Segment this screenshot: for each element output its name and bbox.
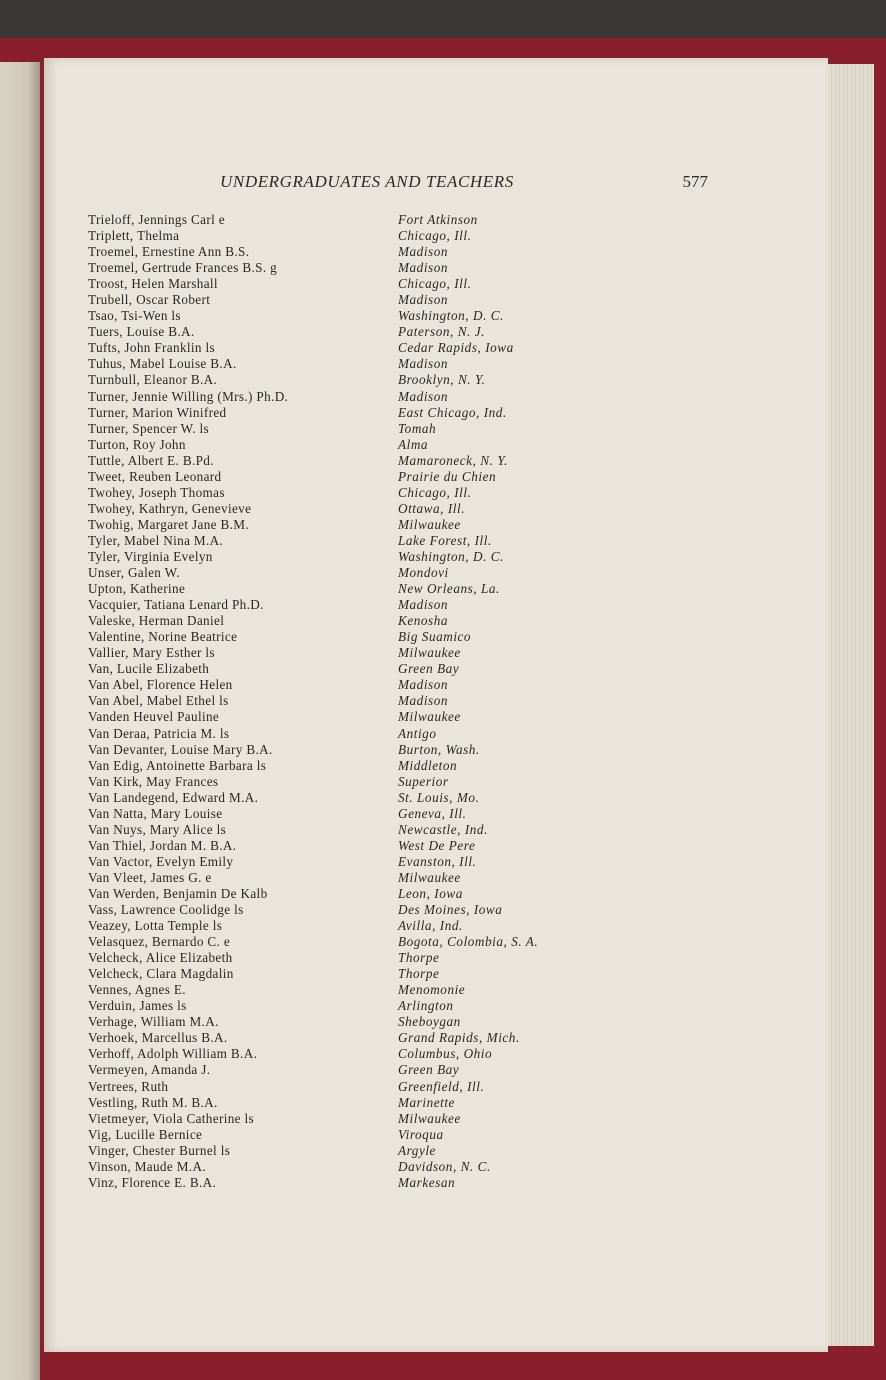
entry-place: Milwaukee xyxy=(398,709,461,725)
directory-entry xyxy=(88,1143,608,1159)
directory-entry xyxy=(88,340,608,356)
entry-place: Tomah xyxy=(398,420,437,436)
entry-name: Van, Lucile Elizabeth xyxy=(88,661,210,677)
directory-entry xyxy=(88,1079,608,1095)
entry-name: Turner, Jennie Willing (Mrs.) Ph.D. xyxy=(88,388,289,404)
entry-name: Velasquez, Bernardo C. e xyxy=(88,934,231,950)
entry-place: Des Moines, Iowa xyxy=(398,902,503,918)
entry-name: Unser, Galen W. xyxy=(88,565,180,581)
entry-place: Ottawa, Ill. xyxy=(398,500,466,516)
entry-place: Mamaroneck, N. Y. xyxy=(398,452,508,468)
directory-entry xyxy=(88,870,608,886)
entry-name: Tweet, Reuben Leonard xyxy=(88,468,222,484)
entry-place: Middleton xyxy=(398,757,458,773)
directory-entry xyxy=(88,549,608,565)
entry-name: Valeske, Herman Daniel xyxy=(88,613,225,629)
directory-entry xyxy=(88,758,608,774)
entry-name: Troemel, Gertrude Frances B.S. g xyxy=(88,260,278,276)
entry-name: Vermeyen, Amanda J. xyxy=(88,1062,211,1078)
entry-place: West De Pere xyxy=(398,837,476,853)
directory-entry xyxy=(88,661,608,677)
directory-entry xyxy=(88,613,608,629)
directory-entry xyxy=(88,597,608,613)
directory-entry xyxy=(88,501,608,517)
directory-entry xyxy=(88,324,608,340)
entry-place: Mondovi xyxy=(398,565,449,581)
directory-entry xyxy=(88,918,608,934)
directory-entry xyxy=(88,1175,608,1191)
entry-place: Sheboygan xyxy=(398,1014,461,1030)
running-title: UNDERGRADUATES AND TEACHERS xyxy=(220,172,514,191)
directory-list xyxy=(88,212,608,1191)
directory-entry xyxy=(88,1014,608,1030)
entry-name: Tuhus, Mabel Louise B.A. xyxy=(88,356,237,372)
entry-name: Van Werden, Benjamin De Kalb xyxy=(88,885,268,901)
directory-entry xyxy=(88,244,608,260)
directory-entry xyxy=(88,1127,608,1143)
entry-name: Van Kirk, May Frances xyxy=(88,773,219,789)
entry-name: Vietmeyer, Viola Catherine ls xyxy=(88,1110,254,1126)
directory-entry xyxy=(88,806,608,822)
entry-place: Marinette xyxy=(398,1094,455,1110)
entry-name: Van Abel, Florence Helen xyxy=(88,677,233,693)
entry-place: Green Bay xyxy=(398,661,460,677)
directory-entry xyxy=(88,469,608,485)
directory-entry xyxy=(88,389,608,405)
entry-name: Van Edig, Antoinette Barbara ls xyxy=(88,757,267,773)
entry-place: Cedar Rapids, Iowa xyxy=(398,340,514,356)
entry-place: Chicago, Ill. xyxy=(398,484,472,500)
entry-name: Tyler, Virginia Evelyn xyxy=(88,548,213,564)
entry-name: Tufts, John Franklin ls xyxy=(88,340,216,356)
entry-place: Kenosha xyxy=(398,613,449,629)
entry-place: Leon, Iowa xyxy=(398,885,463,901)
entry-name: Twohey, Kathryn, Genevieve xyxy=(88,500,252,516)
entry-place: Lake Forest, Ill. xyxy=(398,532,492,548)
entry-place: Arlington xyxy=(398,998,454,1014)
entry-name: Vanden Heuvel Pauline xyxy=(88,709,220,725)
directory-entry xyxy=(88,854,608,870)
entry-place: Madison xyxy=(398,244,449,260)
entry-place: Newcastle, Ind. xyxy=(398,821,488,837)
entry-place: Geneva, Ill. xyxy=(398,805,467,821)
entry-name: Vallier, Mary Esther ls xyxy=(88,645,215,661)
directory-entry xyxy=(88,982,608,998)
entry-place: Madison xyxy=(398,677,449,693)
directory-entry xyxy=(88,421,608,437)
entry-place: Madison xyxy=(398,388,449,404)
directory-entry xyxy=(88,437,608,453)
page-number: 577 xyxy=(682,172,708,191)
directory-entry xyxy=(88,228,608,244)
entry-place: Prairie du Chien xyxy=(398,468,497,484)
directory-entry xyxy=(88,774,608,790)
entry-name: Verduin, James ls xyxy=(88,998,187,1014)
directory-entry xyxy=(88,565,608,581)
entry-name: Vinson, Maude M.A. xyxy=(88,1158,206,1174)
entry-place: Grand Rapids, Mich. xyxy=(398,1030,520,1046)
entry-place: Antigo xyxy=(398,725,437,741)
directory-entry xyxy=(88,902,608,918)
entry-place: Milwaukee xyxy=(398,516,461,532)
facing-page-edge xyxy=(0,62,40,1380)
entry-place: Davidson, N. C. xyxy=(398,1158,491,1174)
entry-name: Van Abel, Mabel Ethel ls xyxy=(88,693,229,709)
directory-entry xyxy=(88,212,608,228)
entry-place: Milwaukee xyxy=(398,1110,461,1126)
directory-entry xyxy=(88,934,608,950)
directory-entry xyxy=(88,356,608,372)
directory-entry xyxy=(88,485,608,501)
directory-entry xyxy=(88,998,608,1014)
entry-place: St. Louis, Mo. xyxy=(398,789,480,805)
directory-entry xyxy=(88,726,608,742)
directory-entry xyxy=(88,276,608,292)
directory-entry xyxy=(88,1062,608,1078)
entry-name: Tuttle, Albert E. B.Pd. xyxy=(88,452,214,468)
entry-name: Van Devanter, Louise Mary B.A. xyxy=(88,741,273,757)
directory-entry xyxy=(88,1111,608,1127)
entry-place: Bogota, Colombia, S. A. xyxy=(398,934,539,950)
entry-name: Vig, Lucille Bernice xyxy=(88,1126,203,1142)
entry-place: Chicago, Ill. xyxy=(398,276,472,292)
directory-entry xyxy=(88,966,608,982)
entry-place: Madison xyxy=(398,356,449,372)
entry-place: Burton, Wash. xyxy=(398,741,480,757)
directory-entry xyxy=(88,260,608,276)
entry-name: Van Landegend, Edward M.A. xyxy=(88,789,259,805)
directory-entry xyxy=(88,1095,608,1111)
entry-place: Madison xyxy=(398,260,449,276)
entry-name: Troost, Helen Marshall xyxy=(88,276,218,292)
directory-entry xyxy=(88,405,608,421)
entry-name: Veazey, Lotta Temple ls xyxy=(88,918,223,934)
entry-name: Trubell, Oscar Robert xyxy=(88,292,211,308)
entry-name: Van Vleet, James G. e xyxy=(88,869,212,885)
directory-entry xyxy=(88,677,608,693)
entry-name: Van Vactor, Evelyn Emily xyxy=(88,853,234,869)
directory-entry xyxy=(88,838,608,854)
entry-place: Washington, D. C. xyxy=(398,308,504,324)
entry-place: Milwaukee xyxy=(398,645,461,661)
entry-name: Van Natta, Mary Louise xyxy=(88,805,223,821)
entry-place: Greenfield, Ill. xyxy=(398,1078,485,1094)
entry-name: Tyler, Mabel Nina M.A. xyxy=(88,532,224,548)
directory-entry xyxy=(88,292,608,308)
entry-place: Paterson, N. J. xyxy=(398,324,486,340)
entry-place: Madison xyxy=(398,693,449,709)
directory-entry xyxy=(88,308,608,324)
directory-entry xyxy=(88,629,608,645)
directory-entry xyxy=(88,372,608,388)
entry-name: Vestling, Ruth M. B.A. xyxy=(88,1094,218,1110)
entry-name: Trieloff, Jennings Carl e xyxy=(88,212,225,227)
entry-place: Madison xyxy=(398,597,449,613)
entry-place: Thorpe xyxy=(398,966,440,982)
entry-name: Valentine, Norine Beatrice xyxy=(88,629,238,645)
directory-entry xyxy=(88,517,608,533)
entry-place: Milwaukee xyxy=(398,869,461,885)
entry-name: Verhoek, Marcellus B.A. xyxy=(88,1030,228,1046)
entry-name: Turton, Roy John xyxy=(88,436,186,452)
directory-entry xyxy=(88,742,608,758)
page-stack-edges xyxy=(828,64,874,1346)
directory-entry xyxy=(88,1046,608,1062)
entry-place: Superior xyxy=(398,773,449,789)
entry-place: Alma xyxy=(398,436,429,452)
entry-name: Van Deraa, Patricia M. ls xyxy=(88,725,230,741)
entry-name: Vinger, Chester Burnel ls xyxy=(88,1142,231,1158)
entry-place: Green Bay xyxy=(398,1062,460,1078)
directory-entry xyxy=(88,693,608,709)
entry-name: Van Thiel, Jordan M. B.A. xyxy=(88,837,237,853)
entry-name: Tuers, Louise B.A. xyxy=(88,324,195,340)
entry-name: Van Nuys, Mary Alice ls xyxy=(88,821,227,837)
directory-entry xyxy=(88,886,608,902)
entry-place: Thorpe xyxy=(398,950,440,966)
entry-name: Velcheck, Clara Magdalin xyxy=(88,966,234,982)
directory-entry xyxy=(88,822,608,838)
entry-name: Tsao, Tsi-Wen ls xyxy=(88,308,181,324)
entry-name: Turner, Spencer W. ls xyxy=(88,420,209,436)
directory-entry xyxy=(88,709,608,725)
entry-place: Argyle xyxy=(398,1142,436,1158)
directory-entry xyxy=(88,645,608,661)
entry-name: Turner, Marion Winifred xyxy=(88,404,227,420)
entry-name: Triplett, Thelma xyxy=(88,228,180,244)
entry-place: Chicago, Ill. xyxy=(398,228,472,244)
entry-place: Columbus, Ohio xyxy=(398,1046,493,1062)
entry-place: Menomonie xyxy=(398,982,466,998)
entry-place: Markesan xyxy=(398,1174,456,1190)
entry-place: Madison xyxy=(398,292,449,308)
entry-name: Vennes, Agnes E. xyxy=(88,982,186,998)
directory-entry xyxy=(88,950,608,966)
entry-place: Brooklyn, N. Y. xyxy=(398,372,486,388)
entry-name: Upton, Katherine xyxy=(88,581,186,597)
entry-name: Vacquier, Tatiana Lenard Ph.D. xyxy=(88,597,264,613)
entry-place: Avilla, Ind. xyxy=(398,918,463,934)
entry-place: New Orleans, La. xyxy=(398,581,500,597)
entry-name: Velcheck, Alice Elizabeth xyxy=(88,950,233,966)
directory-entry xyxy=(88,1030,608,1046)
entry-place: East Chicago, Ind. xyxy=(398,404,507,420)
entry-name: Verhoff, Adolph William B.A. xyxy=(88,1046,258,1062)
entry-name: Vass, Lawrence Coolidge ls xyxy=(88,902,244,918)
directory-entry xyxy=(88,790,608,806)
entry-name: Troemel, Ernestine Ann B.S. xyxy=(88,244,250,260)
entry-name: Turnbull, Eleanor B.A. xyxy=(88,372,218,388)
entry-place: Big Suamico xyxy=(398,629,472,645)
entry-place: Evanston, Ill. xyxy=(398,853,477,869)
entry-name: Vinz, Florence E. B.A. xyxy=(88,1174,217,1190)
directory-entry xyxy=(88,581,608,597)
page-header xyxy=(220,172,708,194)
entry-name: Vertrees, Ruth xyxy=(88,1078,169,1094)
directory-entry xyxy=(88,1159,608,1175)
directory-entry xyxy=(88,533,608,549)
directory-entry xyxy=(88,453,608,469)
entry-place: Washington, D. C. xyxy=(398,548,504,564)
entry-name: Verhage, William M.A. xyxy=(88,1014,219,1030)
entry-place: Viroqua xyxy=(398,1126,444,1142)
entry-name: Twohey, Joseph Thomas xyxy=(88,484,225,500)
entry-place: Fort Atkinson xyxy=(398,212,478,227)
entry-name: Twohig, Margaret Jane B.M. xyxy=(88,516,250,532)
